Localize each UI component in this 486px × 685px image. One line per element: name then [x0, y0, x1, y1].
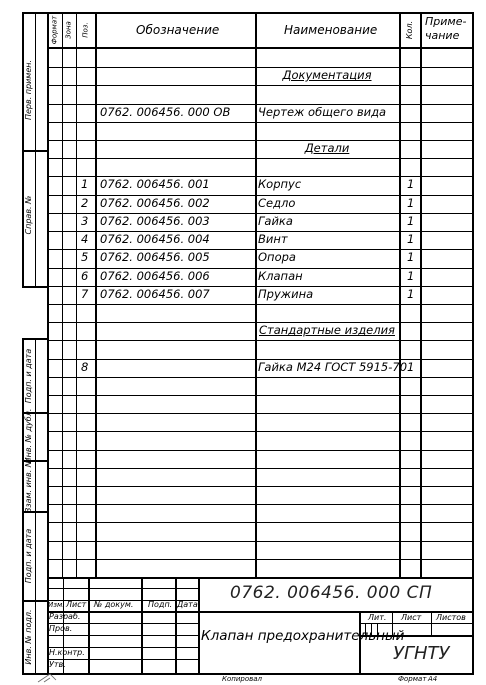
col-change: Изм.: [48, 601, 65, 609]
corner-marks: [0, 660, 60, 685]
label-approved: Утв.: [49, 660, 66, 669]
header-format: Формат: [50, 15, 59, 45]
row-divider: [47, 504, 474, 505]
row-designation: 0762. 006456. 005: [100, 250, 210, 265]
header-qty: Кол.: [405, 20, 414, 40]
row-divider: [47, 522, 474, 523]
organization: УГНТУ: [393, 643, 450, 664]
label-sheets: Листов: [436, 613, 466, 622]
row-pos: 1: [81, 177, 89, 192]
row-divider: [47, 431, 474, 432]
col-sheet: Лист: [66, 600, 87, 609]
row-qty: 1: [407, 286, 415, 301]
drawing-title: Клапан предохранительный: [201, 628, 405, 644]
row-divider: [47, 559, 474, 560]
row-designation: 0762. 006456. 000 ОВ: [100, 104, 231, 119]
row-divider: [47, 140, 474, 141]
row-qty: 1: [407, 195, 415, 210]
document-code: 0762. 006456. 000 СП: [230, 583, 433, 603]
row-qty: 1: [407, 250, 415, 265]
row-pos: 2: [81, 195, 89, 210]
row-designation: 0762. 006456. 007: [100, 286, 210, 301]
label-developed: Разраб.: [49, 612, 81, 621]
label-sheet: Лист: [401, 613, 422, 622]
row-divider: [47, 450, 474, 451]
row-name: Детали: [304, 141, 350, 155]
label-n-control: Н.контр.: [49, 648, 85, 657]
row-pos: 5: [81, 250, 89, 265]
row-name: Опора: [258, 250, 296, 265]
row-name: Документация: [282, 68, 372, 83]
label-checked: Пров.: [49, 624, 73, 633]
header-designation: Обозначение: [136, 23, 220, 37]
label-format: Формат: [398, 675, 427, 683]
side-sign-date-2: Подп. и дата: [24, 528, 33, 584]
col-doc-no: № докум.: [94, 600, 134, 609]
row-qty: 1: [407, 268, 415, 283]
row-divider: [47, 340, 474, 341]
side-sign-date-1: Подп. и дата: [24, 348, 33, 404]
row-divider: [47, 158, 474, 159]
row-pos: 4: [81, 232, 89, 247]
row-name: Гайка М24 ГОСТ 5915-70: [258, 359, 408, 374]
row-divider: [47, 468, 474, 469]
row-divider: [47, 486, 474, 487]
row-designation: 0762. 006456. 004: [100, 232, 210, 247]
row-designation: 0762. 006456. 001: [100, 177, 210, 192]
row-divider: [47, 85, 474, 86]
row-name: Корпус: [258, 177, 302, 192]
col-sign: Подп.: [148, 600, 173, 609]
row-qty: 1: [407, 213, 415, 228]
row-divider: [47, 122, 474, 123]
side-first-use: Перв. примен.: [24, 59, 33, 121]
row-divider: [47, 377, 474, 378]
format-value: А4: [428, 675, 438, 683]
row-name: Гайка: [258, 213, 293, 228]
side-ref-no: Справ. №: [24, 195, 33, 235]
side-inv-dubl: Инв. № дубл.: [24, 408, 33, 464]
row-pos: 7: [81, 286, 89, 301]
label-lit: Лит.: [368, 613, 387, 622]
header-name: Наименование: [284, 23, 378, 37]
row-divider: [47, 304, 474, 305]
row-name: Клапан: [258, 268, 303, 283]
row-designation: 0762. 006456. 006: [100, 268, 210, 283]
row-pos: 6: [81, 268, 89, 283]
row-divider: [47, 413, 474, 414]
row-name: Седло: [258, 195, 296, 210]
row-divider: [47, 67, 474, 68]
row-qty: 1: [407, 359, 415, 374]
row-divider: [47, 541, 474, 542]
side-inv-podl: Инв. № подл.: [24, 609, 33, 665]
side-inv-vzam: Взам. инв. №: [24, 458, 33, 514]
row-divider: [47, 395, 474, 396]
row-name: Винт: [258, 232, 288, 247]
header-note-line2: чание: [425, 29, 460, 42]
header-pos: Поз.: [81, 22, 90, 38]
row-designation: 0762. 006456. 003: [100, 213, 210, 228]
col-date: Дата: [177, 600, 198, 609]
row-name: Стандартные изделия: [259, 323, 395, 338]
row-pos: 8: [81, 359, 89, 374]
row-designation: 0762. 006456. 002: [100, 195, 210, 210]
label-copied: Копировал: [222, 675, 262, 683]
row-qty: 1: [407, 177, 415, 192]
row-name: Чертеж общего вида: [258, 104, 387, 119]
header-zone: Зона: [64, 21, 73, 39]
header-note-line1: Приме-: [425, 15, 467, 28]
row-name: Пружина: [258, 286, 314, 301]
row-qty: 1: [407, 232, 415, 247]
row-pos: 3: [81, 213, 89, 228]
